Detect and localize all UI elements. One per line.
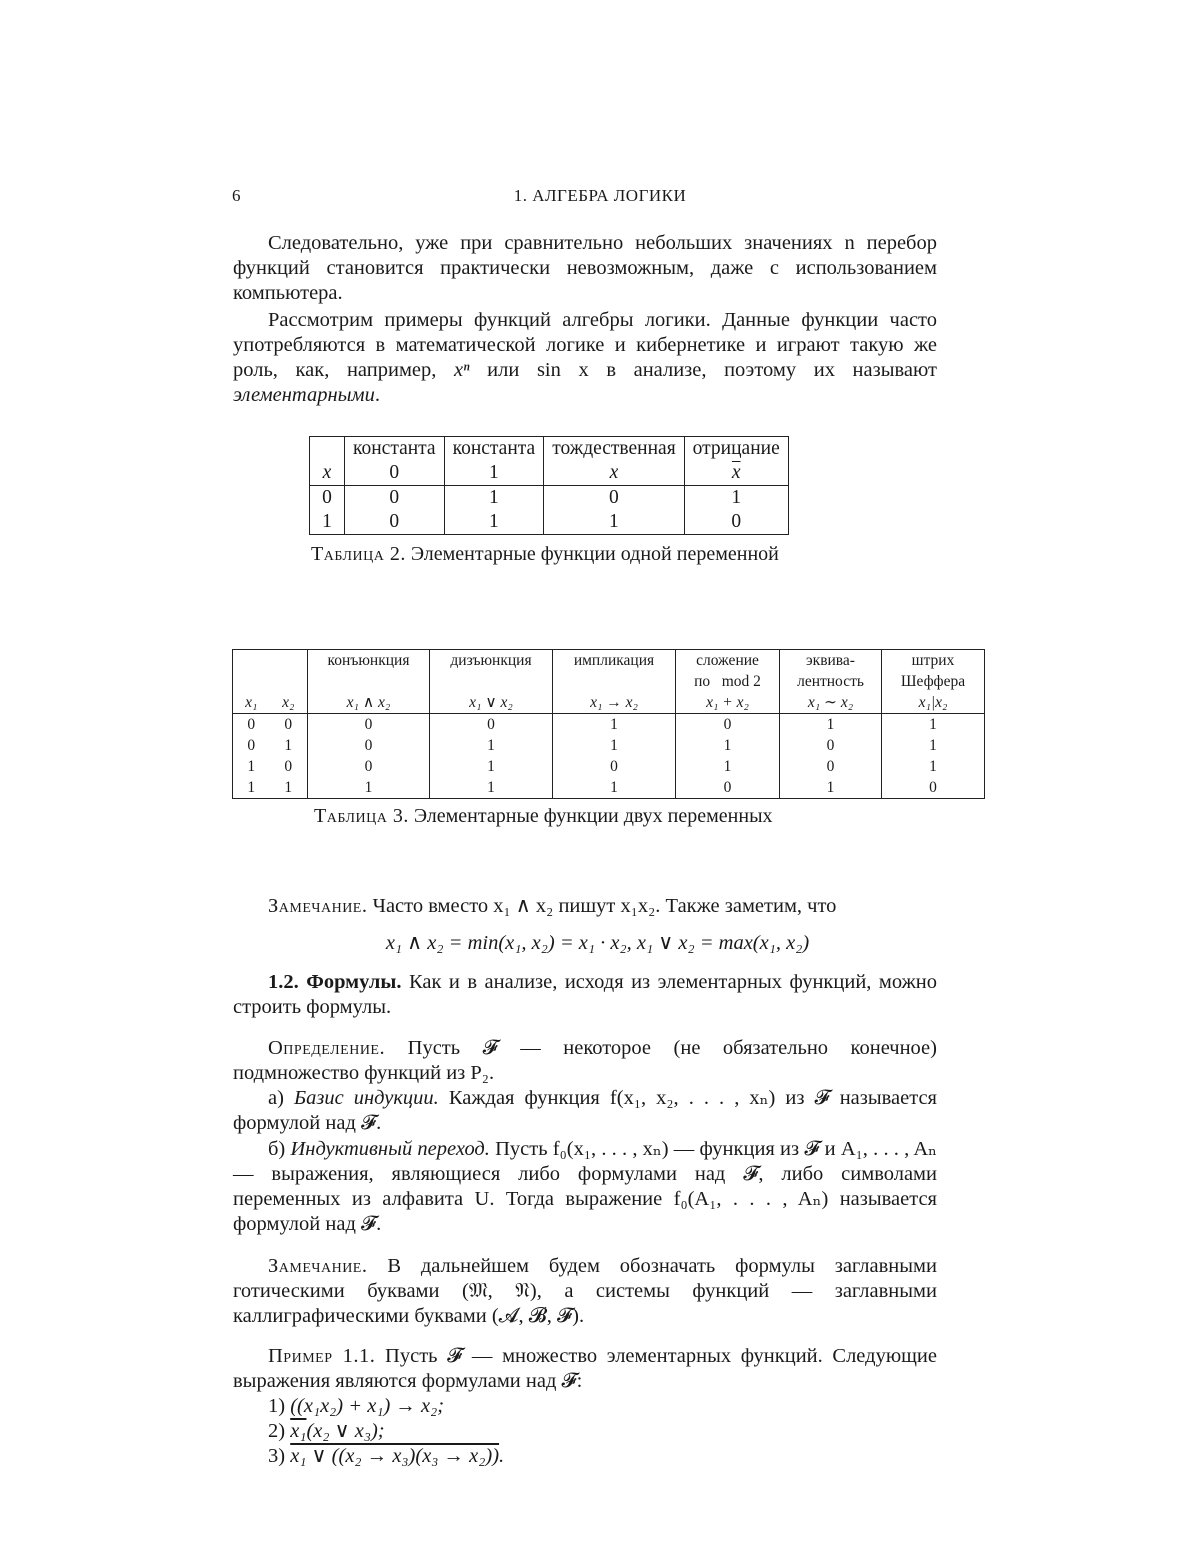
remark-1 [233,894,937,919]
table3-header: конъюнкция [308,650,430,672]
table3-cell [270,671,308,692]
example-item-1 [268,1394,444,1419]
table3-cell: 1 [882,756,985,777]
table3-cell [308,671,430,692]
item-number: 1) [268,1395,285,1417]
table3-cell: 1 [233,777,270,799]
example-text: Пусть 𝓕 — множество элементарных функций. Следующие выражения являются формулами над 𝓕: [233,1345,937,1392]
section-title: Формулы. [306,971,401,993]
table-row [233,650,985,672]
table3-cell: 1 [233,756,270,777]
item-formula: ((x₁x₂) + x₁) → x₂; [290,1395,444,1417]
table2-header: константа [345,437,445,462]
table-row [233,735,985,756]
formula-text: x₁ ∧ x₂ = min(x₁, x₂) = x₁ · x₂, x₁ ∨ x₂ = max(x₁, x₂) [386,932,809,954]
table2-cell: 0 [544,486,684,511]
item-formula-overlined: x₁ ∨ ((x₂ → x₃)(x₃ → x₂)) [290,1445,499,1467]
table3-cell: 1 [780,777,882,799]
remark-text: Часто вместо x₁ ∧ x₂ пишут x₁x₂. Также заметим, что [368,895,837,917]
table-3 [232,649,985,799]
min-max-formula [0,930,1200,955]
definition-label: Определение. [268,1037,385,1059]
table3-cell: 1 [553,777,676,799]
table3-cell: 1 [430,756,553,777]
remark-text: В дальнейшем будем обозначать формулы заглавными готическими буквами (𝔐, 𝔑), а системы функций — заглавными каллиграфическими буквами (𝓐, 𝓑, 𝓕). [233,1255,937,1327]
para2-end: . [375,384,380,406]
item-title: Базис индукции. [294,1087,439,1109]
table3-header: x₁|x₂ [882,692,985,714]
table3-cell: 1 [270,735,308,756]
table3-cell: 1 [780,714,882,736]
table2-cell: 1 [444,510,544,535]
table3-cell: 0 [270,714,308,736]
definition-item-a [233,1086,937,1136]
table3-cell: 0 [676,777,780,799]
table-row [233,777,985,799]
table3-cell: 0 [233,735,270,756]
item-formula-overlined: x₁ [290,1420,306,1442]
item-text: Пусть f₀(x₁, . . . , xₙ) — функция из 𝓕 и A₁, . . . , Aₙ — выражения, являющиеся либо формулами над 𝓕, либо символами переменных из алфавита U. Тогда выражение f₀(A₁, . . . , Aₙ) называется формулой над 𝓕. [233,1138,937,1235]
table3-header: x₁ ∨ x₂ [430,692,553,714]
table-row [310,486,789,511]
table3-cell: 1 [553,735,676,756]
table2-cell: 0 [345,486,445,511]
remark-label: Замечание. [268,1255,368,1277]
para2-text: Рассмотрим примеры функций алгебры логики. Данные функции часто употребляются в математической логике и кибернетике и играют такую же роль, как, например, [233,309,937,381]
table2-cell: 1 [310,510,345,535]
table-row [310,461,789,486]
table2-header: константа [444,437,544,462]
table2-cell: 1 [684,486,788,511]
table-row [310,510,789,535]
section-1-2 [233,970,937,1020]
item-formula: (x₂ ∨ x₃); [306,1420,384,1442]
table3-cell: 1 [430,777,553,799]
table3-header: эквива- [780,650,882,672]
paragraph-2 [233,308,937,408]
caption-text: Элементарные функции двух переменных [414,805,773,827]
remark-2 [233,1254,937,1329]
page-number: 6 [232,186,241,206]
table3-cell: 1 [270,777,308,799]
table3-cell: 0 [780,735,882,756]
item-number: 2) [268,1420,285,1442]
definition-item-b [233,1137,937,1237]
table3-header: штрих [882,650,985,672]
table3-cell: 1 [882,735,985,756]
table2-cell [310,437,345,462]
table3-cell: 0 [270,756,308,777]
table3-cell: 0 [233,714,270,736]
table3-cell: 1 [430,735,553,756]
example-item-2 [268,1419,385,1444]
table3-header: x₁ → x₂ [553,692,676,714]
table2-cell: 0 [684,510,788,535]
table3-header: x₁ ∼ x₂ [780,692,882,714]
table2-header: x [544,461,684,486]
example-label: Пример 1.1. [268,1345,375,1367]
table3-header: импликация [553,650,676,672]
example-item-3 [268,1444,504,1469]
table3-header: дизъюнкция [430,650,553,672]
table3-cell [430,671,553,692]
table3-cell [553,671,676,692]
remark-label: Замечание. [268,895,368,917]
table2-header: x [684,461,788,486]
emphasis-elementary: элементарными [233,384,375,406]
table2-header: отрицание [684,437,788,462]
table2-header: x [310,461,345,486]
table3-cell: 1 [553,714,676,736]
table-row [233,756,985,777]
running-title: 1. АЛГЕБРА ЛОГИКИ [0,186,1200,206]
table3-header: x₂ [270,692,308,714]
table-row [233,692,985,714]
table3-cell: 1 [882,714,985,736]
caption-label: Таблица 3. [314,805,409,827]
table3-header: x₁ [233,692,270,714]
table3-cell: 1 [676,735,780,756]
table3-header: Шеффера [882,671,985,692]
sinx-formula: sin x [537,359,589,381]
table3-cell: 0 [308,714,430,736]
table3-caption [314,805,773,828]
table3-cell [270,650,308,672]
table3-header: x₁ ∧ x₂ [308,692,430,714]
table2-cell: 1 [444,486,544,511]
item-prefix: б) [268,1138,290,1160]
example-1-1 [233,1344,937,1394]
item-text: Каждая функция f(x₁, x₂, . . . , xₙ) из 𝓕 называется формулой над 𝓕. [233,1087,937,1134]
table2-header: тождественная [544,437,684,462]
table3-cell: 0 [308,756,430,777]
table3-header: x₁ + x₂ [676,692,780,714]
table3-cell: 0 [676,714,780,736]
caption-text: Элементарные функции одной переменной [411,543,779,565]
table3-cell: 1 [308,777,430,799]
table3-cell: 0 [780,756,882,777]
table3-header: сложение [676,650,780,672]
table-row [233,671,985,692]
table3-cell: 0 [882,777,985,799]
paragraph-1: Следовательно, уже при сравнительно небольших значениях n перебор функций становится практически невозможным, даже с использованием компьютера. [233,231,937,306]
item-prefix: а) [268,1087,294,1109]
para2-or: или [470,359,537,381]
xn-formula: xⁿ [454,359,470,381]
table-2 [309,436,789,535]
table3-header: лентность [780,671,882,692]
item-number: 3) [268,1445,285,1467]
table3-header: по mod 2 [676,671,780,692]
caption-label: Таблица 2. [311,543,406,565]
item-formula: . [499,1445,504,1467]
item-title: Индуктивный переход. [290,1138,489,1160]
para2-after: в анализе, поэтому их называют [589,359,937,381]
definition [233,1036,937,1086]
table3-cell: 0 [308,735,430,756]
table-row [233,714,985,736]
table3-cell [233,671,270,692]
section-number: 1.2. [268,971,299,993]
table2-cell: 1 [544,510,684,535]
table3-cell: 0 [430,714,553,736]
section-text: Как и в анализе, исходя из элементарных функций, можно строить формулы. [233,971,937,1018]
table2-header: 0 [345,461,445,486]
table2-caption [311,543,779,566]
table2-header: 1 [444,461,544,486]
table3-cell [233,650,270,672]
table3-cell: 0 [553,756,676,777]
table3-cell: 1 [676,756,780,777]
table2-cell: 0 [310,486,345,511]
definition-text: Пусть 𝓕 — некоторое (не обязательно конечное) подмножество функций из P₂. [233,1037,937,1084]
table2-cell: 0 [345,510,445,535]
table-row [310,437,789,462]
